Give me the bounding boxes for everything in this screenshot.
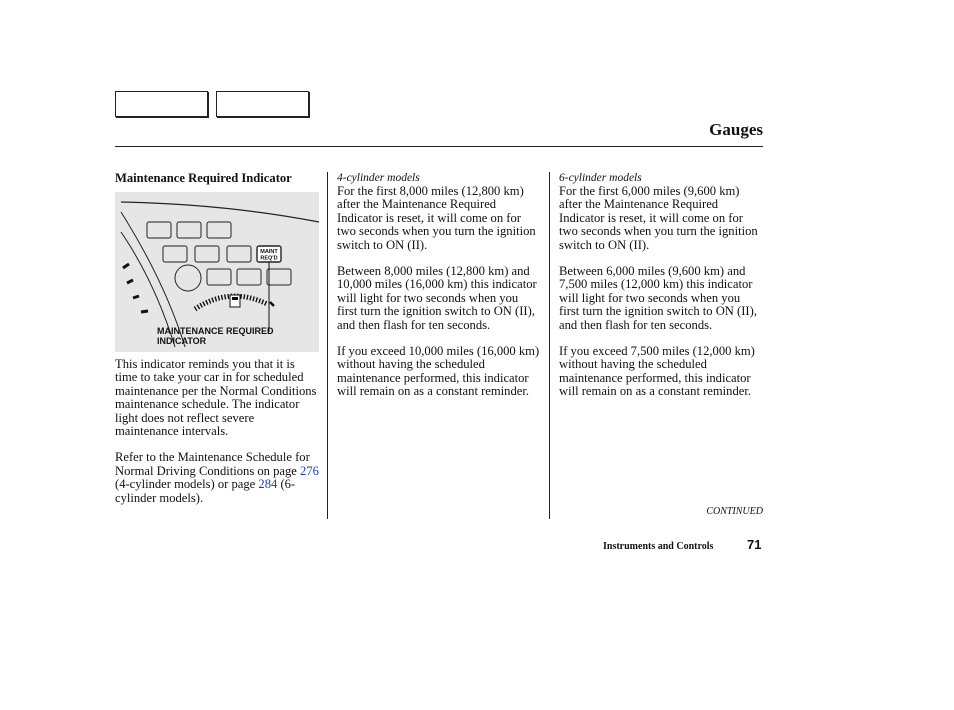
maint-light-line2: REQ'D bbox=[260, 255, 278, 262]
paragraph: Between 8,000 miles (12,800 km) and 10,000 miles (16,000 km) this indicator will light for two seconds when you first turn the ignition switch to ON (II), and then flash for ten seconds. bbox=[337, 264, 537, 332]
page-link-276[interactable]: 276 bbox=[300, 463, 319, 478]
section-heading: Maintenance Required Indicator bbox=[115, 171, 292, 185]
footer-section: Instruments and Controls bbox=[603, 541, 714, 552]
paragraph: If you exceed 10,000 miles (16,000 km) without having the scheduled maintenance performed, this indicator will remain on as a constant reminder. bbox=[337, 344, 540, 399]
figure-caption: MAINTENANCE REQUIRED INDICATOR bbox=[157, 326, 274, 346]
column-1-body bbox=[115, 358, 319, 518]
page-number: 71 bbox=[747, 537, 762, 552]
nav-button-2[interactable] bbox=[216, 91, 309, 117]
page-link-284[interactable]: 284 bbox=[258, 477, 278, 492]
column-3 bbox=[559, 172, 763, 412]
header-rule bbox=[115, 146, 763, 147]
paragraph: For the first 6,000 miles (9,600 km) after the Maintenance Required Indicator is reset, it will come on for two seconds when you turn the ignition switch to ON (II). bbox=[559, 184, 758, 252]
subheading-6-cylinder: 6-cylinder models bbox=[559, 172, 642, 184]
maint-light-line1: MAINT bbox=[260, 249, 278, 255]
nav-button-1[interactable] bbox=[115, 91, 208, 117]
paragraph: For the first 8,000 miles (12,800 km) after the Maintenance Required Indicator is reset, it will come on for two seconds when you turn the ignition switch to ON (II). bbox=[337, 184, 536, 252]
page-title: Gauges bbox=[709, 120, 763, 139]
maintenance-indicator-figure bbox=[115, 192, 319, 352]
paragraph: If you exceed 7,500 miles (12,000 km) without having the scheduled maintenance performed, this indicator will remain on as a constant reminder. bbox=[559, 344, 755, 399]
column-divider bbox=[549, 172, 550, 519]
paragraph: This indicator reminds you that it is time to take your car in for scheduled maintenance per the Normal Conditions maintenance schedule. The indicator light does not reflect severe maintenance intervals. bbox=[115, 357, 317, 439]
column-divider bbox=[327, 172, 328, 519]
paragraph: Refer to the Maintenance Schedule for Normal Driving Conditions on page 276 (4-cylinder models) or page 284 (6-cylinder models). bbox=[115, 450, 319, 505]
paragraph: Between 6,000 miles (9,600 km) and 7,500 miles (12,000 km) this indicator will light for two seconds when you first turn the ignition switch to ON (II), and then flash for ten seconds. bbox=[559, 264, 757, 332]
column-1 bbox=[115, 172, 319, 185]
continued-label: CONTINUED bbox=[706, 506, 763, 517]
subheading-4-cylinder: 4-cylinder models bbox=[337, 172, 420, 184]
column-2 bbox=[337, 172, 541, 412]
